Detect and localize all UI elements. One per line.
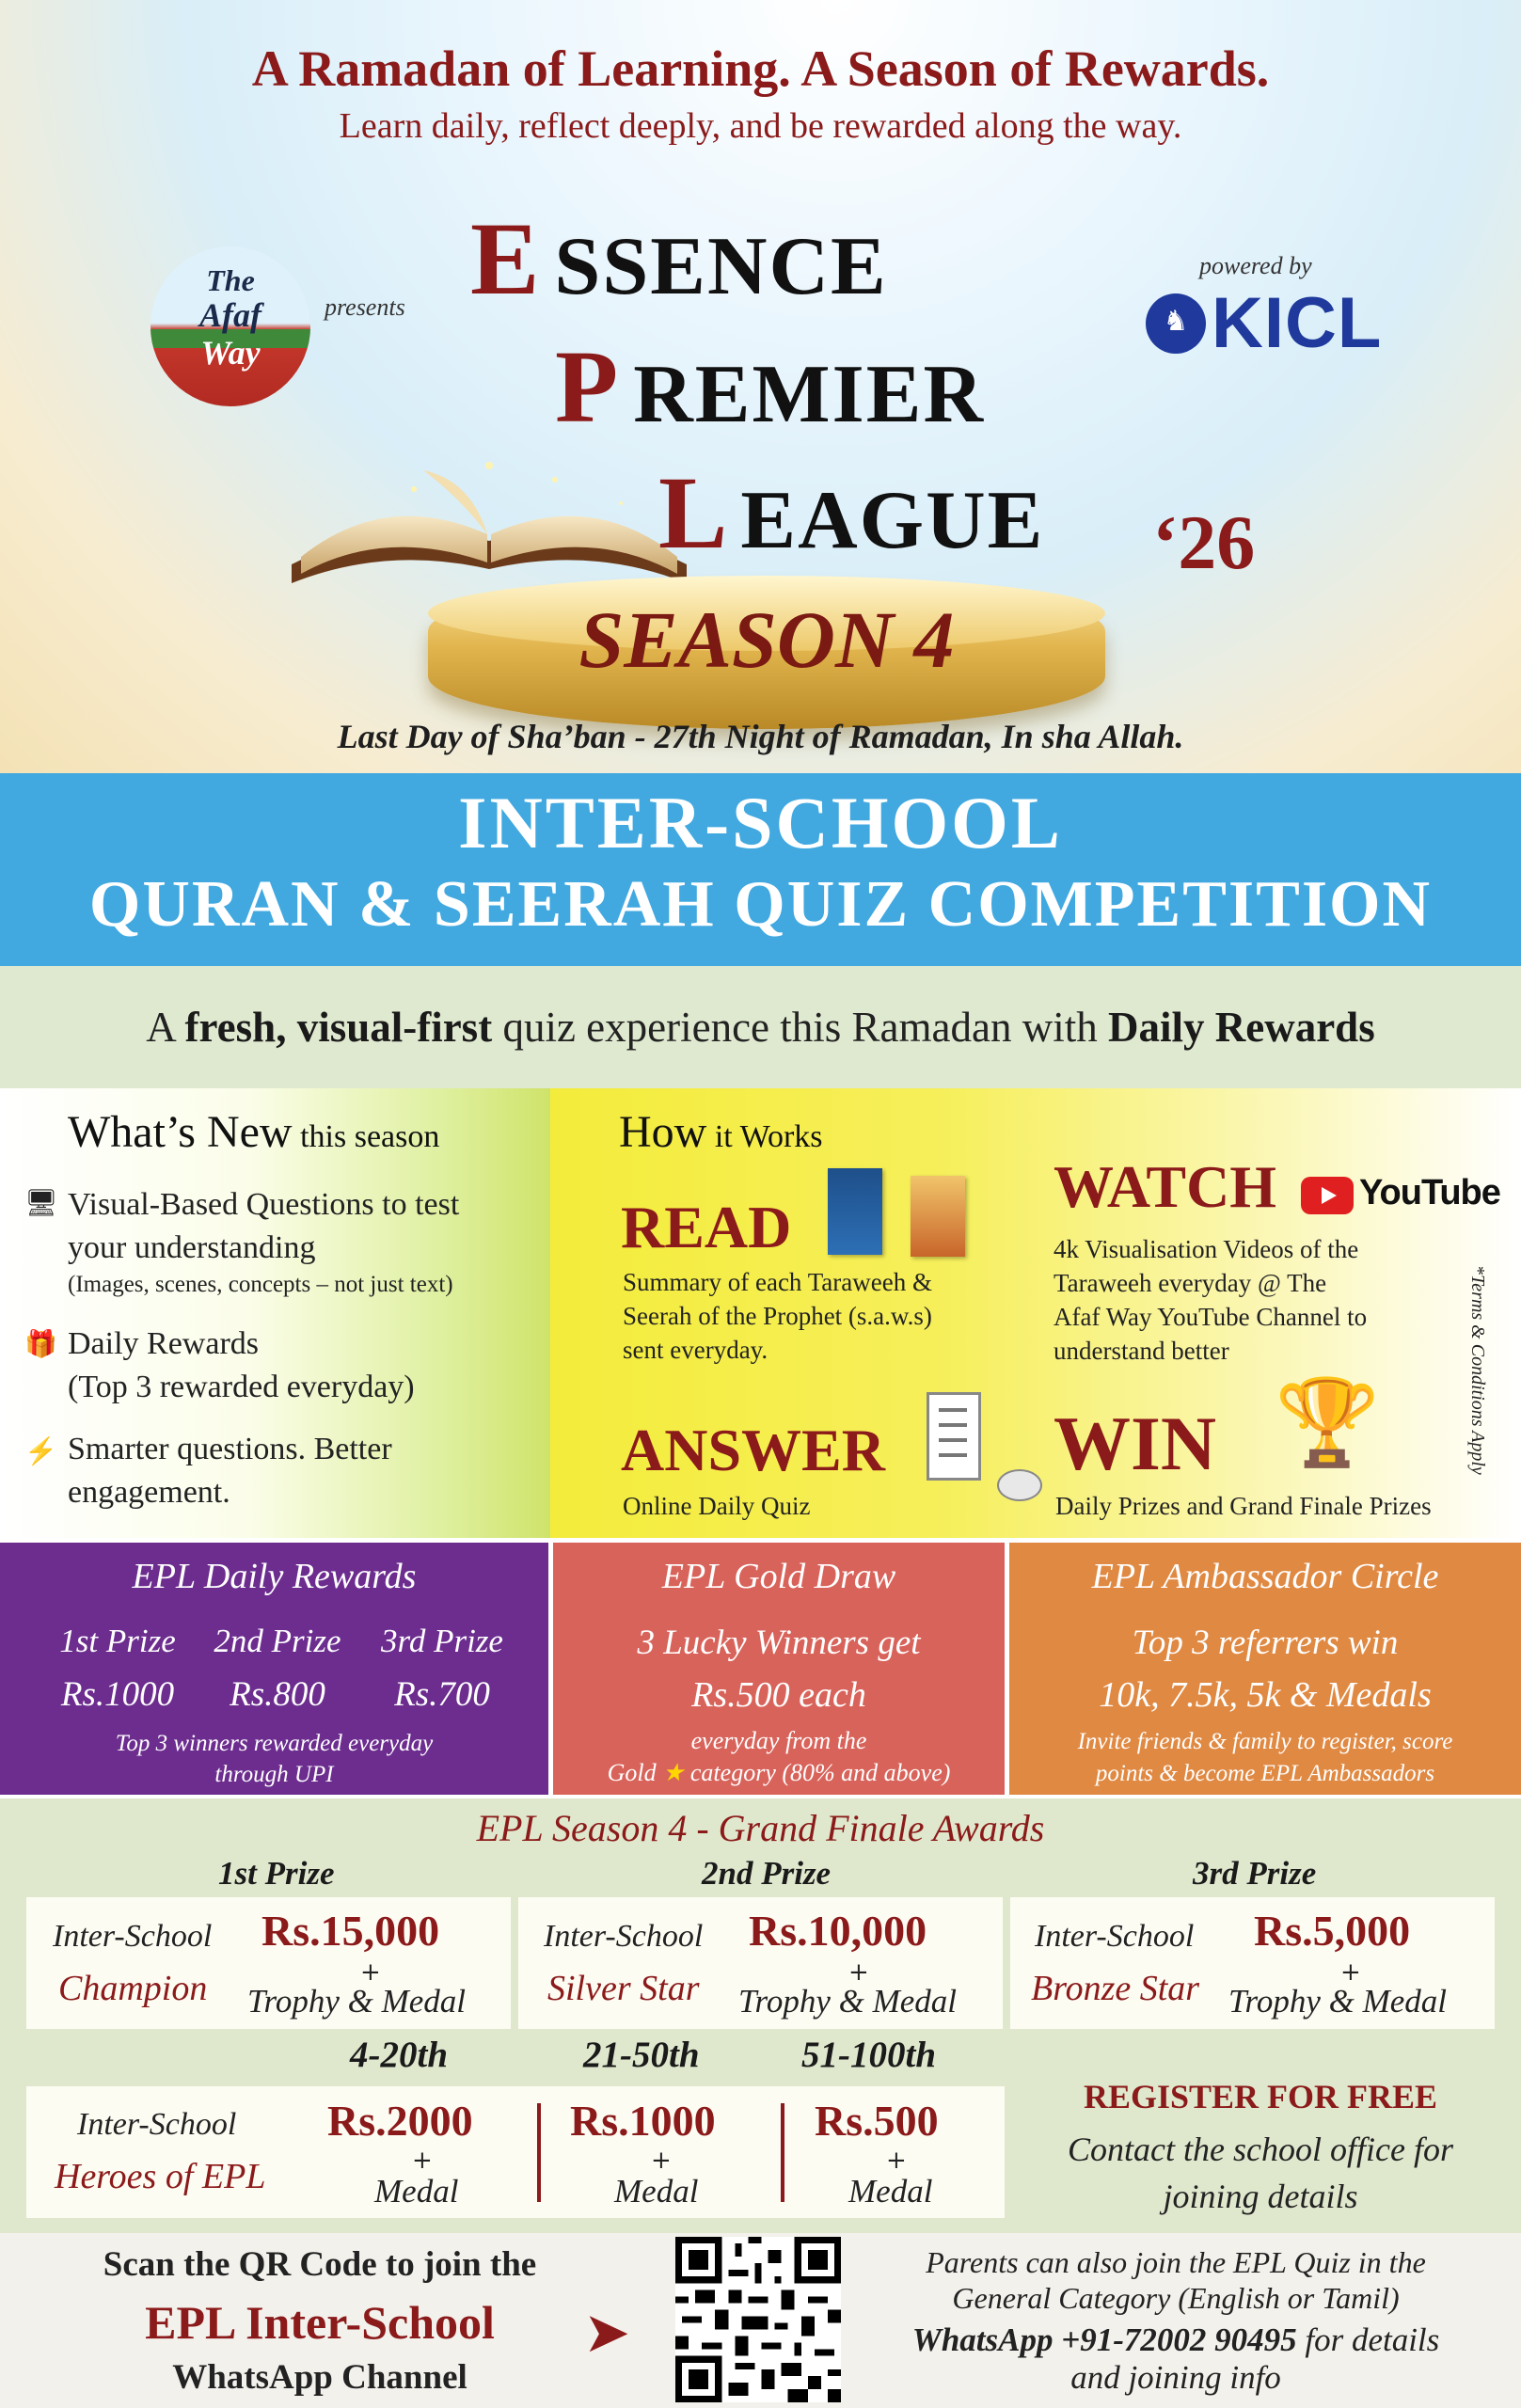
- heroes-rank-3-amount: Rs.500: [815, 2097, 939, 2145]
- heroes-rank-2-extra: Medal: [614, 2173, 699, 2210]
- item-2-line-2: (Top 3 rewarded everyday): [68, 1370, 415, 1404]
- gold-word: Gold: [607, 1759, 657, 1786]
- ambassador-line-4: points & become EPL Ambassadors: [1095, 1761, 1435, 1786]
- seerah-book-icon: [911, 1176, 965, 1257]
- card-1-amount: Rs.15,000: [261, 1907, 440, 1955]
- card-1-extra: Trophy & Medal: [247, 1983, 467, 2020]
- read-desc: [623, 1265, 932, 1367]
- star-icon: ★: [662, 1759, 685, 1786]
- heroes-rank-3-extra: Medal: [848, 2173, 933, 2210]
- play-icon: [1301, 1177, 1354, 1214]
- gold-category: category (80% and above): [689, 1759, 951, 1786]
- contact-line-1: Contact the school office for: [1068, 2131, 1453, 2168]
- item-1-sub: (Images, scenes, concepts – not just text): [68, 1272, 453, 1297]
- finale-head-2: 2nd Prize: [702, 1855, 832, 1892]
- watch-desc-4: understand better: [1054, 1337, 1229, 1365]
- win-desc: Daily Prizes and Grand Finale Prizes: [1055, 1492, 1432, 1520]
- rank-head-1: 4-20th: [350, 2035, 449, 2075]
- intro-text: [0, 1003, 1521, 1052]
- heroes-rank-3-plus: +: [886, 2147, 907, 2175]
- heroes-rank-1-amount: Rs.2000: [327, 2097, 473, 2145]
- title-year: ‘26: [1152, 499, 1256, 585]
- logo-word-2: Afaf: [199, 296, 261, 334]
- daily-rewards-title: EPL Daily Rewards: [132, 1557, 417, 1596]
- finale-head-1: 1st Prize: [218, 1855, 335, 1892]
- heroes-rank-1-extra: Medal: [374, 2173, 459, 2210]
- scan-line-1: Scan the QR Code to join the: [103, 2245, 537, 2284]
- parents-line-2: General Category (English or Tamil): [952, 2281, 1400, 2315]
- card-2-name: Silver Star: [547, 1969, 700, 2008]
- horse-icon: ♞: [1146, 293, 1206, 354]
- answer-desc: Online Daily Quiz: [623, 1492, 811, 1520]
- item-1-line-1: Visual-Based Questions to test: [68, 1187, 460, 1222]
- heroes-rank-2-amount: Rs.1000: [570, 2097, 716, 2145]
- rank-head-3: 51-100th: [801, 2035, 937, 2075]
- title-line-1: E SSENCE: [470, 201, 888, 316]
- title-line-3: L EAGUE: [658, 455, 1045, 570]
- gold-line-4: [553, 1759, 1005, 1787]
- item-3-line-2: engagement.: [68, 1475, 230, 1510]
- logo-word-3: Way: [200, 334, 261, 372]
- logo-word-1: The: [206, 263, 255, 297]
- trophy-icon: 🏆: [1275, 1373, 1381, 1472]
- arrow-right-icon: ➤: [583, 2300, 631, 2366]
- watch-desc-3: Afaf Way YouTube Channel to: [1054, 1303, 1368, 1331]
- band-line-1: INTER-SCHOOL: [458, 782, 1063, 863]
- gold-draw-title: EPL Gold Draw: [661, 1557, 896, 1596]
- season-label: SEASON 4: [578, 594, 955, 685]
- open-book-icon: [273, 452, 705, 593]
- item-3-line-1: Smarter questions. Better: [68, 1432, 392, 1466]
- intro-part-2: quiz experience this Ramadan with: [492, 1004, 1108, 1051]
- card-1-plus: +: [360, 1958, 381, 1987]
- lightning-icon: ⚡: [24, 1435, 57, 1466]
- heroes-label: Inter-School: [77, 2107, 237, 2142]
- watch-desc: [1054, 1232, 1367, 1368]
- ambassador-line-3: Invite friends & family to register, score: [1077, 1729, 1453, 1754]
- ambassador-line-1: Top 3 referrers win: [1132, 1624, 1399, 1662]
- parents-note: [865, 2244, 1486, 2316]
- divider: [781, 2103, 784, 2202]
- how-it-works-title: [619, 1106, 823, 1158]
- intro-bold-2: Daily Rewards: [1107, 1004, 1375, 1051]
- youtube-text: YouTube: [1359, 1173, 1500, 1212]
- whatsapp-number[interactable]: WhatsApp +91-72002 90495: [911, 2321, 1297, 2358]
- read-desc-2: Seerah of the Prophet (s.a.w.s): [623, 1302, 932, 1330]
- gift-icon: 🎁: [24, 1328, 57, 1359]
- contact-line-2: joining details: [1163, 2178, 1358, 2215]
- whatsapp-contact: [865, 2321, 1486, 2397]
- card-2-label: Inter-School: [544, 1919, 704, 1954]
- band-line-2: QURAN & SEERAH QUIZ COMPETITION: [88, 868, 1433, 941]
- presents-label: presents: [325, 293, 405, 321]
- card-2-extra: Trophy & Medal: [738, 1983, 958, 2020]
- daily-prize-1-place: 1st Prize: [59, 1623, 176, 1659]
- daily-prize-3-amount: Rs.700: [394, 1675, 490, 1714]
- date-range: Last Day of Sha’ban - 27th Night of Ramadan, In sha Allah.: [337, 718, 1184, 755]
- scan-line-2: EPL Inter-School: [145, 2296, 495, 2349]
- parents-line-1: Parents can also join the EPL Quiz in the: [926, 2245, 1426, 2279]
- read-desc-1: Summary of each Taraweeh &: [623, 1268, 932, 1296]
- card-3-amount: Rs.5,000: [1254, 1907, 1411, 1955]
- whatsapp-rest: for details: [1296, 2321, 1440, 2358]
- how-title-main: How: [619, 1107, 707, 1157]
- ambassador-line-2: 10k, 7.5k, 5k & Medals: [1099, 1675, 1432, 1715]
- win-label: WIN: [1054, 1401, 1217, 1486]
- gold-line-3: everyday from the: [690, 1727, 867, 1754]
- kicl-logo: [1146, 283, 1390, 363]
- quran-book-icon: [828, 1168, 882, 1255]
- intro-part-1: A: [146, 1004, 185, 1051]
- daily-prize-3-place: 3rd Prize: [381, 1623, 503, 1659]
- card-1-name: Champion: [58, 1969, 208, 2008]
- whatsapp-line-2: and joining info: [1070, 2359, 1281, 2396]
- whats-new-item-1: [68, 1183, 547, 1300]
- gold-line-1: 3 Lucky Winners get: [637, 1624, 921, 1662]
- gold-line-2: Rs.500 each: [691, 1675, 866, 1715]
- heroes-name: Heroes of EPL: [55, 2157, 266, 2196]
- scan-line-3: WhatsApp Channel: [172, 2358, 467, 2397]
- intro-bold-1: fresh, visual-first: [184, 1004, 493, 1051]
- whats-new-title-main: What’s New: [68, 1107, 293, 1157]
- daily-prize-2-place: 2nd Prize: [214, 1623, 341, 1659]
- clipboard-icon: [927, 1392, 981, 1481]
- card-3-plus: +: [1340, 1958, 1361, 1987]
- whats-new-title: [68, 1106, 439, 1158]
- rank-head-2: 21-50th: [583, 2035, 700, 2075]
- grand-finale-title: EPL Season 4 - Grand Finale Awards: [476, 1807, 1045, 1849]
- daily-prize-1-amount: Rs.1000: [60, 1675, 175, 1714]
- read-desc-3: sent everyday.: [623, 1336, 768, 1364]
- answer-label: ANSWER: [621, 1417, 885, 1483]
- read-label: READ: [621, 1194, 792, 1260]
- card-3-label: Inter-School: [1035, 1919, 1195, 1954]
- powered-by-label: powered by: [1199, 252, 1312, 279]
- ambassador-title: EPL Ambassador Circle: [1091, 1557, 1439, 1596]
- terms-note: *Terms & Conditions Apply: [1467, 1265, 1488, 1475]
- card-3-extra: Trophy & Medal: [1228, 1983, 1448, 2020]
- whats-new-title-small: this season: [292, 1119, 440, 1154]
- heroes-rank-1-plus: +: [412, 2147, 433, 2175]
- whats-new-item-2: [68, 1323, 547, 1409]
- divider: [537, 2103, 541, 2202]
- title-line-2: P REMIER: [555, 329, 985, 444]
- item-2-line-1: Daily Rewards: [68, 1326, 260, 1361]
- watch-label: WATCH: [1054, 1153, 1277, 1220]
- afaf-way-logo: [151, 246, 310, 406]
- register-contact: [1025, 2126, 1496, 2220]
- how-title-small: it Works: [706, 1119, 823, 1154]
- card-3-name: Bronze Star: [1031, 1969, 1200, 2008]
- qr-code[interactable]: [675, 2237, 841, 2402]
- card-1-label: Inter-School: [53, 1919, 213, 1954]
- card-2-amount: Rs.10,000: [749, 1907, 927, 1955]
- kicl-text: KICL: [1212, 283, 1383, 363]
- card-2-plus: +: [848, 1958, 869, 1987]
- youtube-logo: [1301, 1171, 1500, 1218]
- daily-prize-2-amount: Rs.800: [230, 1675, 325, 1714]
- watch-desc-1: 4k Visualisation Videos of the: [1054, 1235, 1359, 1263]
- subtagline: Learn daily, reflect deeply, and be rewarded along the way.: [339, 106, 1182, 146]
- daily-note-2: through UPI: [214, 1762, 334, 1787]
- monitor-icon: 🖥: [24, 1187, 58, 1218]
- register-heading: REGISTER FOR FREE: [1083, 2078, 1438, 2115]
- watch-desc-2: Taraweeh everyday @ The: [1054, 1269, 1327, 1297]
- mouse-icon: [997, 1469, 1042, 1501]
- finale-head-3: 3rd Prize: [1193, 1855, 1317, 1892]
- item-1-line-2: your understanding: [68, 1230, 316, 1265]
- daily-note-1: Top 3 winners rewarded everyday: [115, 1731, 434, 1756]
- whats-new-item-3: [68, 1428, 547, 1514]
- tagline: A Ramadan of Learning. A Season of Rewards.: [251, 40, 1270, 97]
- heroes-rank-2-plus: +: [651, 2147, 672, 2175]
